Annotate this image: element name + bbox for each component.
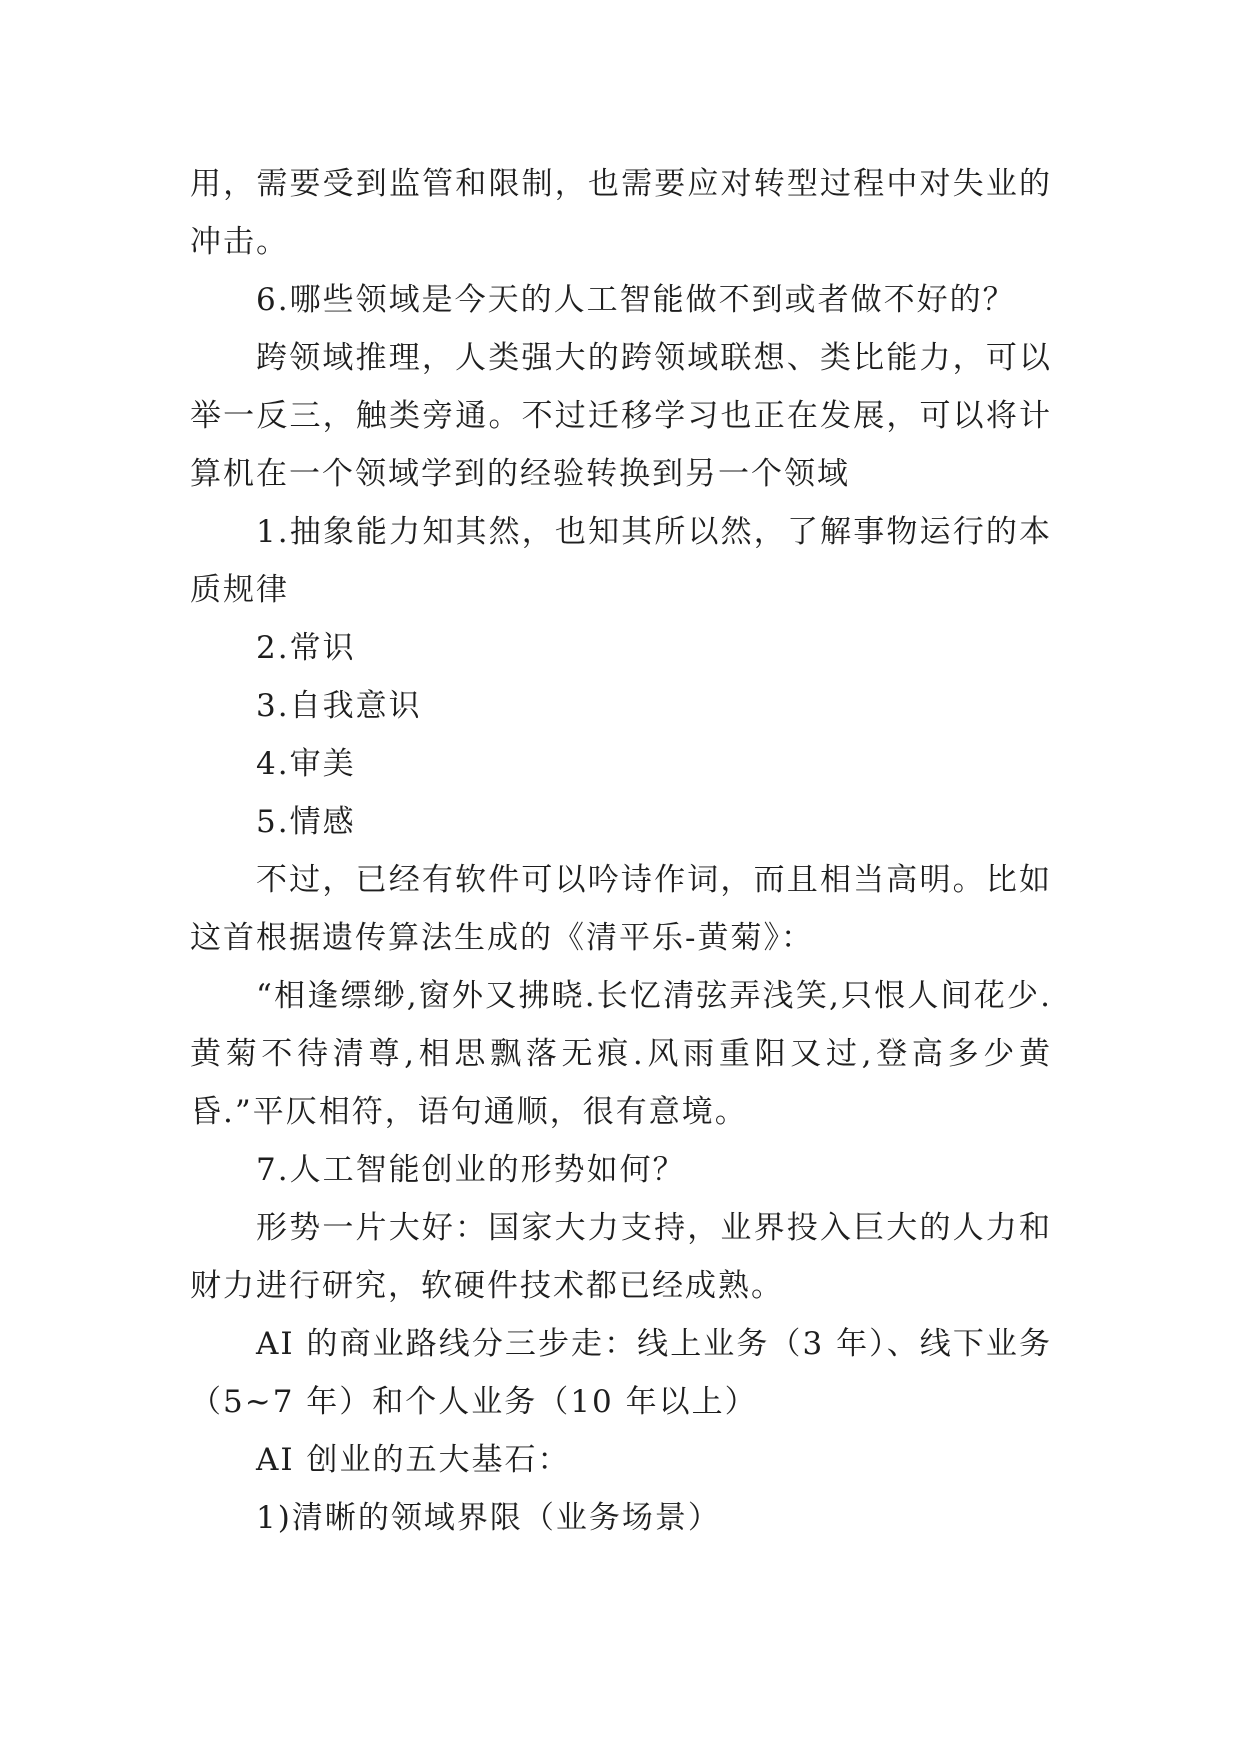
list-item: 2.常识 xyxy=(256,630,356,666)
paragraph: 跨领域推理，人类强大的跨领域联想、类比能力，可以举一反三，触类旁通。不过迁移学习也正在发展，可以将计算机在一个领域学到的经验转换到另一个领域 xyxy=(190,340,1052,492)
paragraph: AI 创业的五大基石： xyxy=(256,1442,571,1478)
paragraph: 用，需要受到监管和限制，也需要应对转型过程中对失业的冲击。 xyxy=(190,166,1052,260)
list-item: 3.自我意识 xyxy=(256,688,422,724)
list-item: 1)清晰的领域界限（业务场景） xyxy=(256,1500,721,1536)
list-item: 5.情感 xyxy=(256,804,356,840)
poem-quote: “相逢缥缈,窗外又拂晓.长忆清弦弄浅笑,只恨人间花少.黄菊不待清尊,相思飘落无痕.风雨重阳又过,登高多少黄昏.”平仄相符，语句通顺，很有意境。 xyxy=(190,978,1052,1130)
question-heading: 6.哪些领域是今天的人工智能做不到或者做不好的？ xyxy=(256,282,1016,318)
document-body xyxy=(190,155,1052,1547)
list-item: 4.审美 xyxy=(256,746,356,782)
paragraph: 形势一片大好：国家大力支持，业界投入巨大的人力和财力进行研究，软硬件技术都已经成熟。 xyxy=(190,1210,1052,1304)
question-heading: 7.人工智能创业的形势如何？ xyxy=(256,1152,686,1188)
paragraph: AI 的商业路线分三步走：线上业务（3 年）、线下业务（5~7 年）和个人业务（10 年以上） xyxy=(190,1326,1052,1420)
paragraph: 不过，已经有软件可以吟诗作词，而且相当高明。比如这首根据遗传算法生成的《清平乐-黄菊》： xyxy=(190,862,1052,956)
list-item: 1.抽象能力知其然，也知其所以然，了解事物运行的本质规律 xyxy=(190,514,1052,608)
